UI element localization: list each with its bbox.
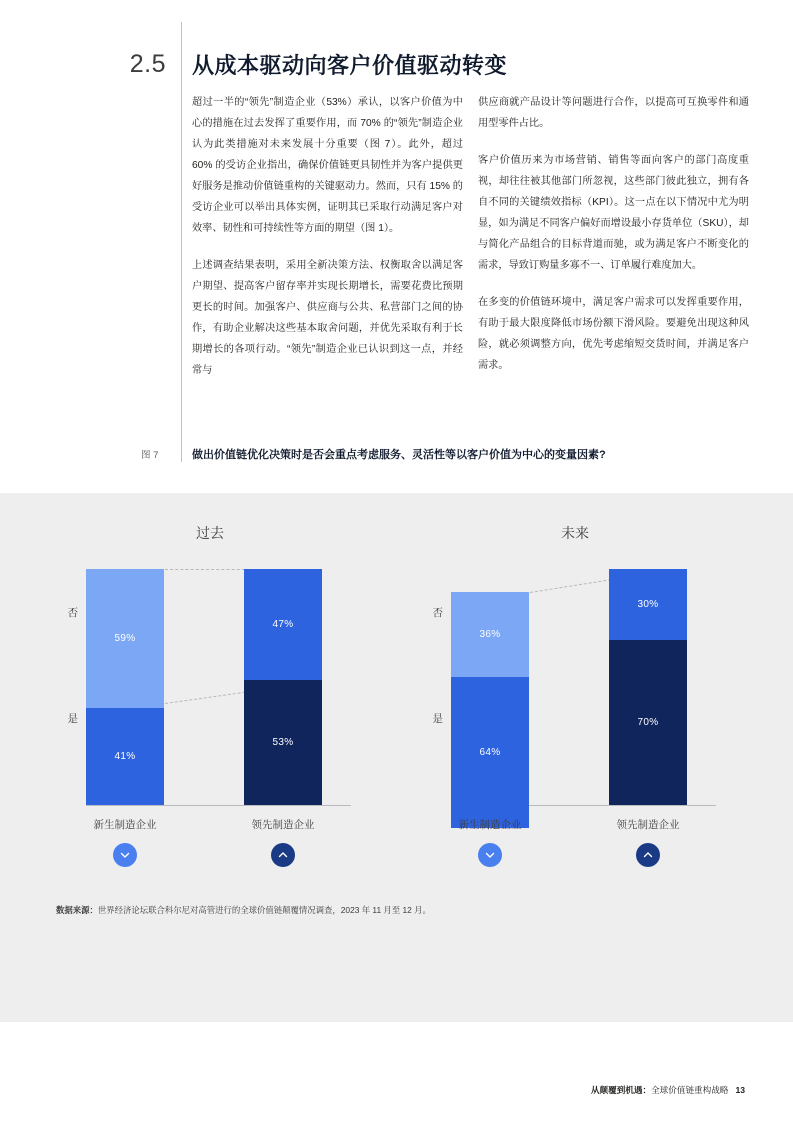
page-footer — [591, 1084, 745, 1096]
paragraph: 客户价值历来为市场营销、销售等面向客户的部门高度重视，却往往被其他部门所忽视，这些部门彼此独立，拥有各自不同的关键绩效指标（KPI）。这一点在以下情况中尤为明显，如为满足不同客户偏好而增设最小存货单位（SKU），却与简化产品组合的目标背道而驰，或为满足客户不断变化的需求，导致订购量多寡不一、订单履行难度加大。 — [478, 155, 749, 271]
bar-value-no: 36% — [479, 629, 501, 640]
connector-top-past — [165, 569, 250, 570]
row-label-no-future: 否 — [432, 607, 443, 619]
source-note — [56, 904, 431, 916]
section-header — [0, 22, 793, 78]
axis-line-past — [86, 805, 351, 806]
section-number: 2.5 — [129, 50, 166, 78]
chevron-up-icon[interactable] — [636, 843, 660, 867]
chevron-down-icon[interactable] — [478, 843, 502, 867]
bar-stack-future-emerging — [451, 592, 529, 828]
body-column-left — [192, 92, 463, 397]
figure-label: 图 7 — [141, 450, 159, 461]
bar-value-yes: 70% — [637, 717, 659, 728]
category-label-leading-future: 领先制造企业 — [616, 819, 680, 831]
paragraph: 超过一半的“领先”制造企业（53%）承认，以客户价值为中心的措施在过去发挥了重要作用，而 70% 的“领先”制造企业认为此类措施对未来发展十分重要（图 7）。此外，超过 60% 的受访企业指出，确保价值链更具韧性并为客户提供更好服务是推动价值链重构的关键驱动力。然而，只有 15% 的受访企业可以举出具体实例，证明其已采取行动满足客户对效率、韧性和可持续性等方面的期望（图 1）。 — [192, 97, 463, 234]
chart-panel — [0, 493, 793, 1022]
source-text: 世界经济论坛联合科尔尼对高管进行的全球价值链颠覆情况调查，2023 年 11 月至 12 月。 — [97, 905, 431, 915]
chevron-down-icon[interactable] — [113, 843, 137, 867]
body-column-right — [478, 92, 749, 392]
footer-subtitle: 全球价值链重构战略 — [651, 1085, 729, 1095]
bar-value-yes: 41% — [114, 751, 136, 762]
bar-segment-no — [609, 569, 687, 640]
bar-segment-yes — [244, 680, 322, 805]
category-label-emerging-past: 新生制造企业 — [93, 819, 157, 831]
bar-stack-future-leading — [609, 569, 687, 805]
paragraph: 上述调查结果表明，采用全新决策方法、权衡取舍以满足客户期望、提高客户留存率并实现长期增长，需要花费比预期更长的时间。加强客户、供应商与公共、私营部门之间的协作，有助企业解决这些基本取舍问题，并优先采取有利于长期增长的各项行动。“领先”制造企业已认识到这一点，并经常与 — [192, 260, 463, 376]
page-title: 从成本驱动向客户价值驱动转变 — [192, 53, 508, 78]
category-label-emerging-future: 新生制造企业 — [458, 819, 522, 831]
source-prefix: 数据来源： — [56, 905, 98, 915]
bar-segment-no — [244, 569, 322, 680]
vertical-divider — [181, 22, 182, 462]
footer-title: 从颠覆到机遇： — [590, 1085, 652, 1095]
bar-value-no: 30% — [637, 599, 659, 610]
figure-title: 做出价值链优化决策时是否会重点考虑服务、灵活性等以客户价值为中心的变量因素? — [192, 449, 606, 461]
connector-bottom-past — [165, 691, 250, 704]
row-label-yes-future: 是 — [432, 713, 443, 725]
page-number: 13 — [735, 1085, 745, 1095]
bar-value-no: 59% — [114, 633, 136, 644]
bar-segment-yes — [609, 640, 687, 805]
bar-segment-yes — [451, 677, 529, 828]
bar-stack-past-leading — [244, 569, 322, 805]
paragraph: 供应商就产品设计等问题进行合作，以提高可互换零件和通用型零件占比。 — [478, 97, 749, 129]
connector-top-future — [530, 578, 616, 593]
bar-value-yes: 53% — [272, 737, 294, 748]
row-label-no-past: 否 — [67, 607, 78, 619]
chart-subtitle-future: 未来 — [561, 525, 589, 541]
chart-panel-inner — [8, 493, 785, 1022]
bar-stack-past-emerging — [86, 569, 164, 805]
row-label-yes-past: 是 — [67, 713, 78, 725]
paragraph: 在多变的价值链环境中，满足客户需求可以发挥重要作用，有助于最大限度降低市场份额下滑风险。要避免出现这种风险，就必须调整方向，优先考虑缩短交货时间，并满足客户需求。 — [478, 297, 749, 371]
bar-segment-no — [451, 592, 529, 677]
category-label-leading-past: 领先制造企业 — [251, 819, 315, 831]
bar-value-no: 47% — [272, 619, 294, 630]
chevron-up-icon[interactable] — [271, 843, 295, 867]
bar-segment-yes — [86, 708, 164, 805]
chart-subtitle-past: 过去 — [196, 525, 224, 541]
bar-segment-no — [86, 569, 164, 708]
bar-value-yes: 64% — [479, 747, 501, 758]
